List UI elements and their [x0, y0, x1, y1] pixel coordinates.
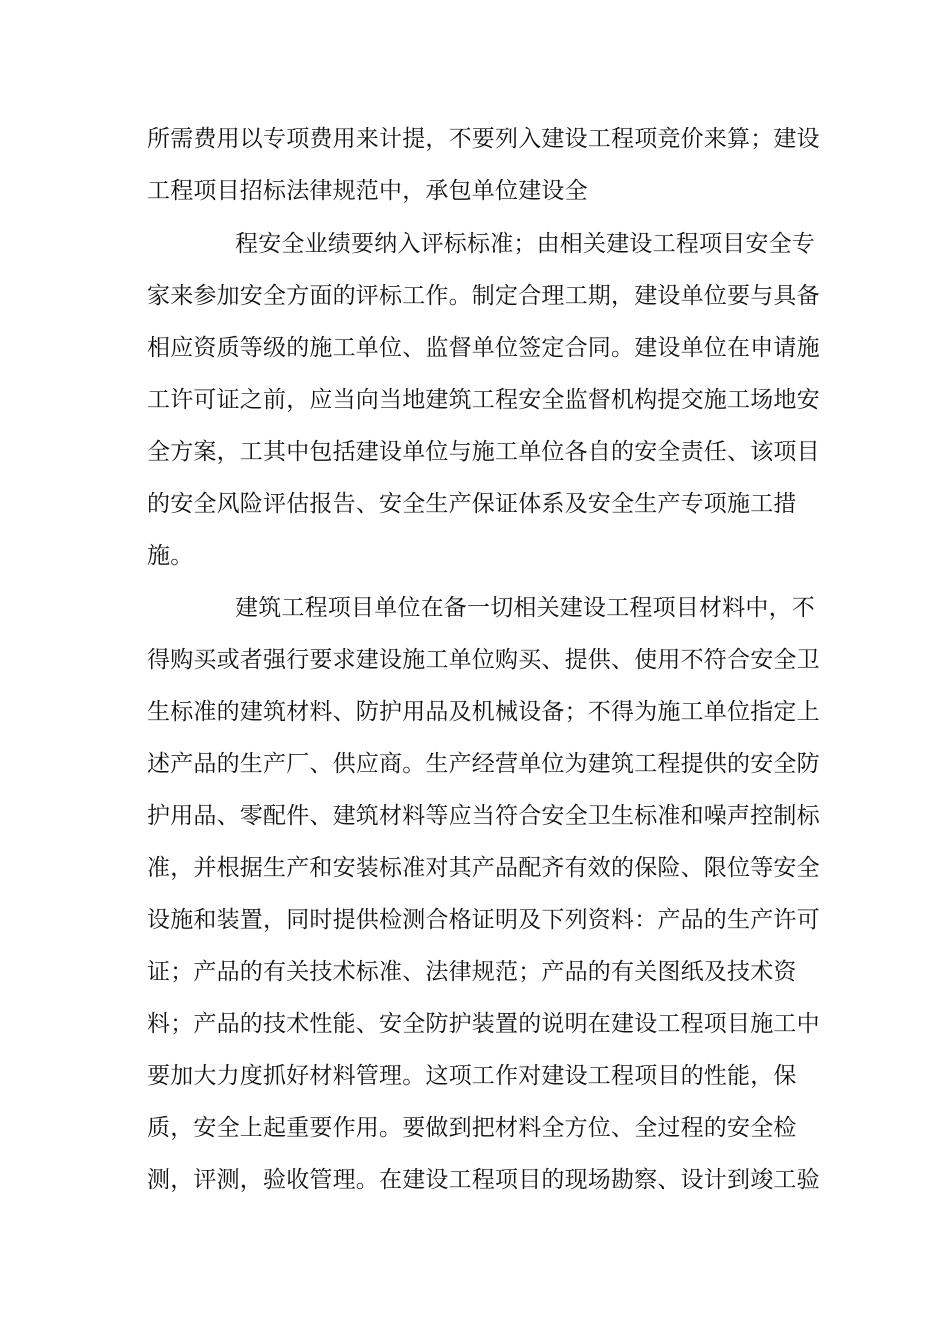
- text-line: 料；产品的技术性能、安全防护装置的说明在建设工程项目施工中: [147, 1011, 820, 1037]
- text-line: 要加大力度抓好材料管理。这项工作对建设工程项目的性能，保: [147, 1063, 797, 1089]
- text-line: 设施和装置，同时提供检测合格证明及下列资料：产品的生产许可: [147, 907, 820, 933]
- text-line: 证；产品的有关技术标准、法律规范；产品的有关图纸及技术资: [147, 959, 797, 985]
- text-line: 施。: [147, 543, 194, 569]
- text-line: 准，并根据生产和安装标准对其产品配齐有效的保险、限位等安全: [147, 855, 820, 881]
- text-line: 程安全业绩要纳入评标标准；由相关建设工程项目安全专: [235, 231, 815, 257]
- text-line: 测，评测，验收管理。在建设工程项目的现场勘察、设计到竣工验: [147, 1167, 820, 1193]
- text-line: 护用品、零配件、建筑材料等应当符合安全卫生标准和噪声控制标: [147, 803, 820, 829]
- text-line: 得购买或者强行要求建设施工单位购买、提供、使用不符合安全卫: [147, 647, 820, 673]
- text-line: 述产品的生产厂、供应商。生产经营单位为建筑工程提供的安全防: [147, 751, 820, 777]
- text-line: 家来参加安全方面的评标工作。制定合理工期，建设单位要与具备: [147, 283, 820, 309]
- text-line: 工程项目招标法律规范中，承包单位建设全: [147, 178, 588, 204]
- text-line: 质，安全上起重要作用。要做到把材料全方位、全过程的安全检: [147, 1115, 797, 1141]
- text-line: 生标准的建筑材料、防护用品及机械设备；不得为施工单位指定上: [147, 699, 820, 725]
- text-line: 所需费用以专项费用来计提，不要列入建设工程项竞价来算；建设: [147, 126, 820, 152]
- text-line: 相应资质等级的施工单位、监督单位签定合同。建设单位在申请施: [147, 335, 820, 361]
- text-line: 工许可证之前，应当向当地建筑工程安全监督机构提交施工场地安: [147, 387, 820, 413]
- text-line: 全方案，工其中包括建设单位与施工单位各自的安全责任、该项目: [147, 439, 820, 465]
- text-line: 的安全风险评估报告、安全生产保证体系及安全生产专项施工措: [147, 491, 797, 517]
- text-line: 建筑工程项目单位在备一切相关建设工程项目材料中，不: [235, 595, 815, 621]
